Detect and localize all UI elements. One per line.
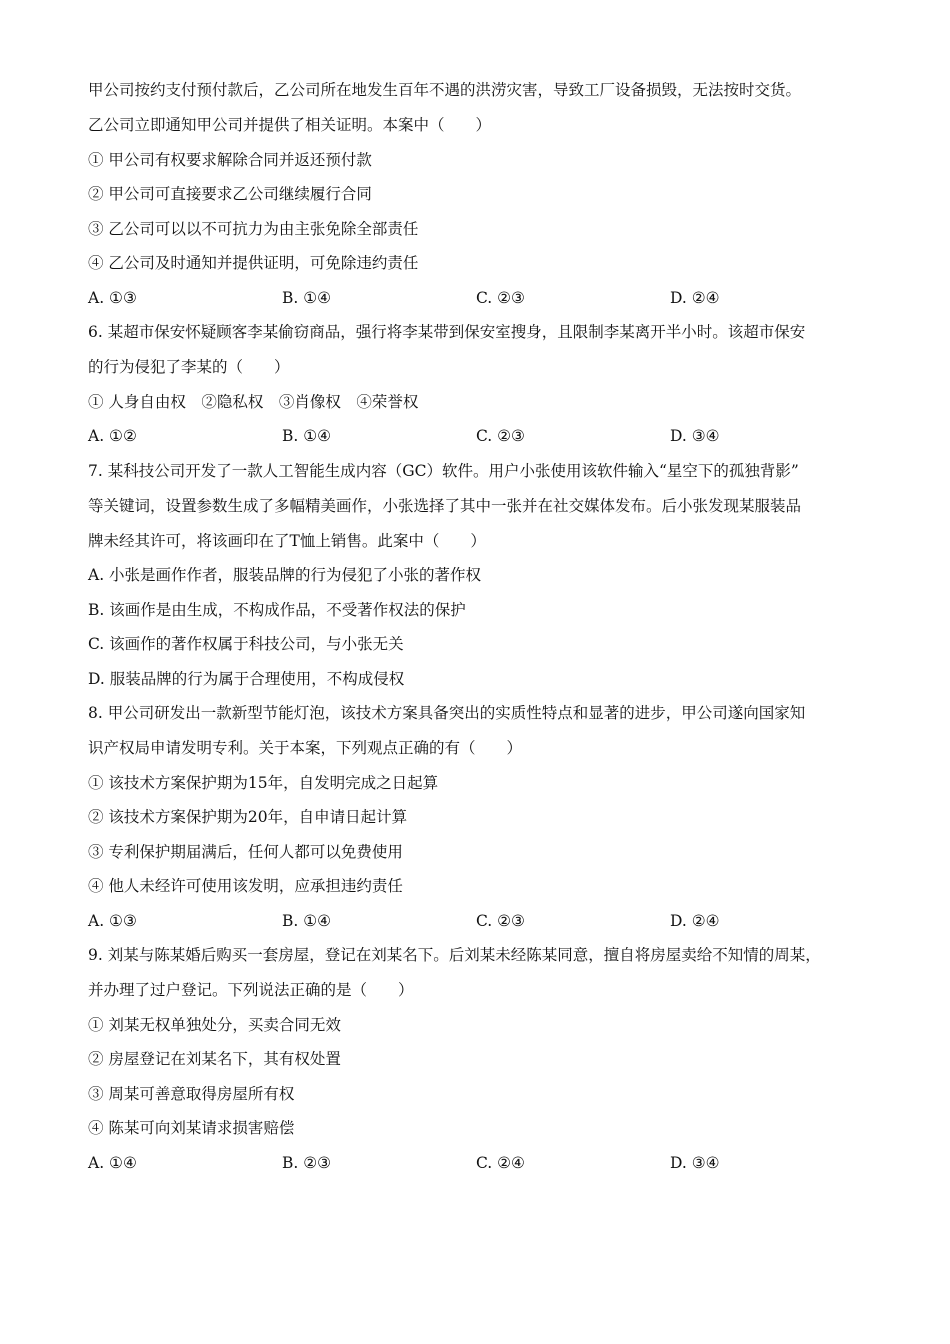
q8-option-b: B. ①④ <box>282 911 332 930</box>
q6-option-b: B. ①④ <box>282 427 332 445</box>
q5-option-d: D. ②④ <box>670 288 720 307</box>
q8-stem-line1: 8. 甲公司研发出一款新型节能灯泡，该技术方案具备突出的实质性特点和显著的进步，甲公司遂向国家知 <box>88 704 806 722</box>
q8-item-4: ④ 他人未经许可使用该发明，应承担违约责任 <box>88 877 403 895</box>
q8-options <box>88 911 868 931</box>
q9-option-d: D. ③④ <box>670 1153 720 1172</box>
q7-stem-line1: 7. 某科技公司开发了一款人工智能生成内容（GC）软件。用户小张使用该软件输入“星空下的孤独背影” <box>88 461 799 480</box>
q8-option-c: C. ②③ <box>476 911 525 930</box>
q7-choice-c: C. 该画作的著作权属于科技公司，与小张无关 <box>88 635 404 653</box>
q7-choice-b: B. 该画作是由生成，不构成作品，不受著作权法的保护 <box>88 600 466 619</box>
q9-stem-line1: 9. 刘某与陈某婚后购买一套房屋，登记在刘某名下。后刘某未经陈某同意，擅自将房屋卖给不知情的周某， <box>88 946 821 964</box>
q6-items: ① 人身自由权 ②隐私权 ③肖像权 ④荣誉权 <box>88 392 419 411</box>
q5-item-2: ② 甲公司可直接要求乙公司继续履行合同 <box>88 185 372 203</box>
q5-option-a: A. ①③ <box>88 288 137 307</box>
q5-options <box>88 288 868 308</box>
q8-item-1: ① 该技术方案保护期为15年，自发明完成之日起算 <box>88 773 439 792</box>
q9-option-b: B. ②③ <box>282 1153 332 1172</box>
q8-option-d: D. ②④ <box>670 911 720 930</box>
q5-item-3: ③ 乙公司可以以不可抗力为由主张免除全部责任 <box>88 219 419 238</box>
q9-item-3: ③ 周某可善意取得房屋所有权 <box>88 1084 295 1103</box>
q6-stem-line1: 6. 某超市保安怀疑顾客李某偷窃商品，强行将李某带到保安室搜身，且限制李某离开半小时。该超市保安 <box>88 323 806 341</box>
q9-option-a: A. ①④ <box>88 1153 137 1172</box>
exam-page <box>88 80 868 1173</box>
q7-choice-d: D. 服装品牌的行为属于合理使用，不构成侵权 <box>88 669 405 688</box>
q5-stem-line1: 甲公司按约支付预付款后，乙公司所在地发生百年不遇的洪涝灾害，导致工厂设备损毁，无法按时交货。 <box>88 81 802 99</box>
q6-option-c: C. ②③ <box>476 427 525 445</box>
q5-option-b: B. ①④ <box>282 288 332 307</box>
q6-stem-line2: 的行为侵犯了李某的（ ） <box>88 358 290 376</box>
q8-item-2: ② 该技术方案保护期为20年，自申请日起计算 <box>88 808 408 826</box>
q9-item-1: ① 刘某无权单独处分，买卖合同无效 <box>88 1015 341 1034</box>
q9-options <box>88 1153 868 1173</box>
q9-item-4: ④ 陈某可向刘某请求损害赔偿 <box>88 1119 295 1137</box>
q9-option-c: C. ②④ <box>476 1153 525 1172</box>
q9-stem-line2: 并办理了过户登记。下列说法正确的是（ ） <box>88 981 414 999</box>
q6-option-d: D. ③④ <box>670 427 720 445</box>
q6-options <box>88 426 868 446</box>
q7-stem-line2: 等关键词，设置参数生成了多幅精美画作，小张选择了其中一张并在社交媒体发布。后小张发现某服装品 <box>88 496 802 515</box>
q7-stem-line3: 牌未经其许可，将该画印在了T恤上销售。此案中（ ） <box>88 531 486 550</box>
q5-item-4: ④ 乙公司及时通知并提供证明，可免除违约责任 <box>88 254 419 272</box>
q8-stem-line2: 识产权局申请发明专利。关于本案，下列观点正确的有（ ） <box>88 739 523 757</box>
q7-choice-a: A. 小张是画作作者，服装品牌的行为侵犯了小张的著作权 <box>88 566 482 584</box>
q5-item-1: ① 甲公司有权要求解除合同并返还预付款 <box>88 150 372 169</box>
q8-option-a: A. ①③ <box>88 911 137 930</box>
q5-option-c: C. ②③ <box>476 288 525 307</box>
q8-item-3: ③ 专利保护期届满后，任何人都可以免费使用 <box>88 842 403 861</box>
q6-option-a: A. ①② <box>88 427 137 445</box>
q9-item-2: ② 房屋登记在刘某名下，其有权处置 <box>88 1050 341 1068</box>
q5-stem-line2: 乙公司立即通知甲公司并提供了相关证明。本案中（ ） <box>88 116 492 134</box>
